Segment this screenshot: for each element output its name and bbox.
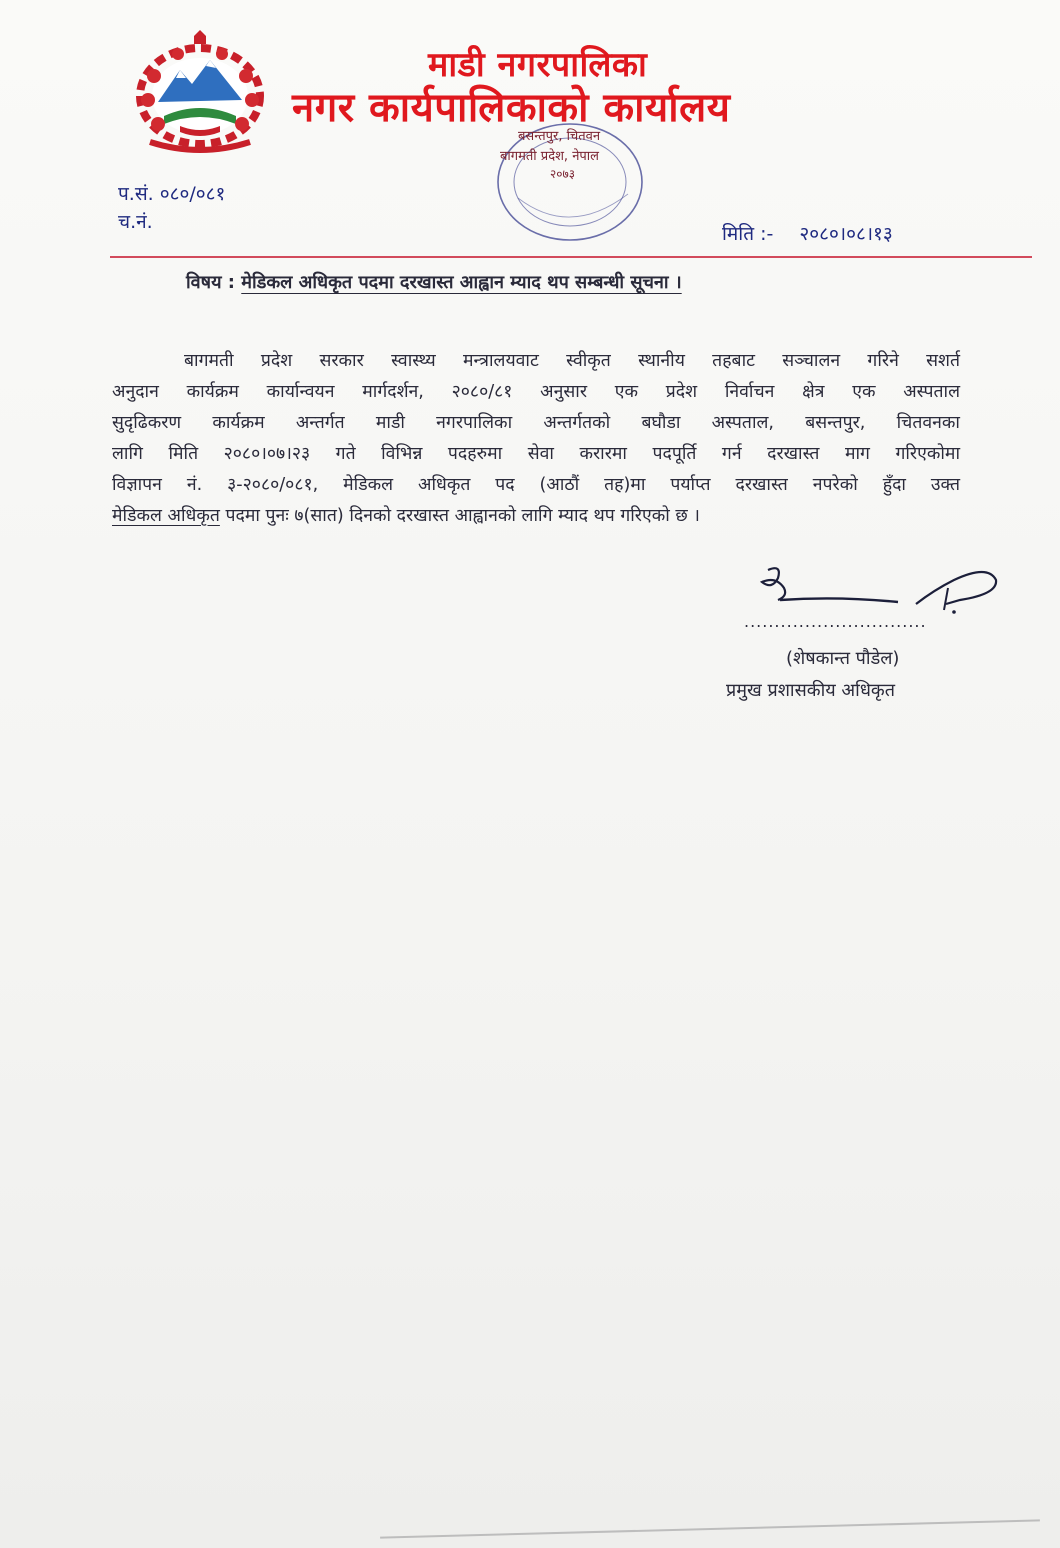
patra-sankhya: प.सं. ०८०/०८१ [118,183,226,205]
body-line-6 [112,501,960,532]
office-stamp [478,118,658,248]
office-name: नगर कार्यपालिकाको कार्यालय [292,85,731,131]
body-line-5: विज्ञापन नं. ३-२०८०/०८१, मेडिकल अधिकृत पद (आठौं तह)मा पर्याप्त दरखास्त नपरेको हुँदा उक्त [112,475,960,495]
body-line-4: लागि मिति २०८०।०७।२३ गते विभिन्न पदहरुमा सेवा करारमा पदपूर्ति गर्न दरखास्त माग गरिएकोमा [112,444,960,464]
body-line-3: सुदृढिकरण कार्यक्रम अन्तर्गत माडी नगरपालिका अन्तर्गतको बघौडा अस्पताल, बसन्तपुर, चितवनका [112,413,960,433]
body-line-6-rest: पदमा पुनः ७(सात) दिनको दरखास्त आह्वानको लागि म्याद थप गरिएको छ । [219,506,700,526]
body-underlined-phrase: मेडिकल अधिकृत [112,506,220,526]
reference-block [118,180,225,236]
body-line-2: अनुदान कार्यक्रम कार्यान्वयन मार्गदर्शन, २०८०/८१ अनुसार एक प्रदेश निर्वाचन क्षेत्र एक अस्पताल [112,382,960,402]
signature-dotted-line: .............................. [744,612,927,631]
body-line-1: बागमती प्रदेश सरकार स्वास्थ्य मन्त्रालयवाट स्वीकृत स्थानीय तहबाट सञ्चालन गरिने सशर्त [184,351,960,371]
nepal-emblem-logo [120,30,280,160]
date-value: २०८०।०८।१३ [799,223,893,245]
subject-label: विषय : [186,272,235,293]
stamp-line-2: बागमती प्रदेश, नेपाल [500,149,599,164]
notice-body [112,346,960,532]
stamp-line-3: २०७३ [550,167,575,181]
paper-edge-shadow [380,1519,1040,1538]
chalani-number: च.नं. [118,211,153,233]
header-divider [110,256,1032,258]
stamp-line-1: बसन्तपुर, चितवन [518,129,601,144]
subject-text: मेडिकल अधिकृत पदमा दरखास्त आह्वान म्याद थप सम्बन्धी सूचना । [241,272,682,293]
date-block [722,220,893,246]
signatory-title: प्रमुख प्रशासकीय अधिकृत [726,680,895,701]
signatory-name: (शेषकान्त पौडेल) [786,648,900,669]
municipality-name: माडी नगरपालिका [428,45,648,85]
date-label: मिति :- [722,223,774,245]
subject-line [186,270,682,294]
